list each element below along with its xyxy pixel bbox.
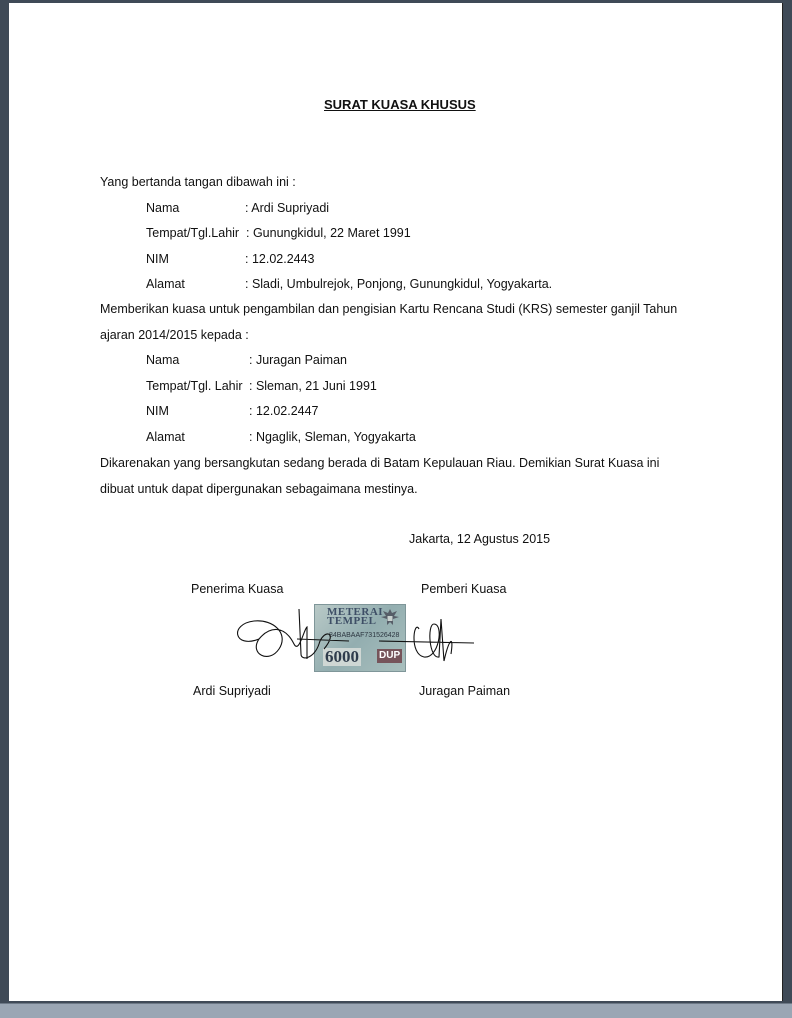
grantor-nama-label: Nama	[146, 201, 180, 215]
giver-label: Pemberi Kuasa	[421, 582, 507, 596]
grantee-nama-label: Nama	[146, 353, 180, 367]
stamp-title: METERAI	[327, 606, 384, 618]
grantee-ttl-label: Tempat/Tgl. Lahir	[146, 379, 243, 393]
document-page	[9, 3, 783, 1001]
grantee-ttl-value: : Sleman, 21 Juni 1991	[249, 379, 377, 393]
grantor-ttl-label: Tempat/Tgl.Lahir	[146, 226, 240, 240]
receiver-name: Ardi Supriyadi	[193, 684, 271, 698]
document-title: SURAT KUASA KHUSUS	[324, 97, 476, 112]
receiver-label: Penerima Kuasa	[191, 582, 284, 596]
handwritten-signatures	[229, 599, 489, 679]
giver-name: Juragan Paiman	[419, 684, 511, 698]
grantee-nim-value: : 12.02.2447	[249, 404, 319, 418]
window-bottom-bar	[0, 1003, 792, 1018]
grantor-nim-label: NIM	[146, 252, 169, 266]
signature-right	[379, 619, 474, 661]
reason-line-1: Dikarenakan yang bersangkutan sedang berada di Batam Kepulauan Riau. Demikian Surat Kuasa ini	[100, 456, 660, 470]
grantee-alamat-label: Alamat	[146, 430, 185, 444]
purpose-line-1: Memberikan kuasa untuk pengambilan dan pengisian Kartu Rencana Studi (KRS) semester ganjil Tahun	[100, 302, 678, 316]
grantor-ttl-value: : Gunungkidul, 22 Maret 1991	[246, 226, 411, 240]
grantor-nama-value: : Ardi Supriyadi	[245, 201, 330, 215]
stamp-dup: DUP	[379, 650, 401, 661]
stamp-subtitle: TEMPEL	[327, 615, 377, 627]
grantee-alamat-value: : Ngaglik, Sleman, Yogyakarta	[249, 430, 416, 444]
intro-text: Yang bertanda tangan dibawah ini :	[100, 175, 296, 189]
reason-line-2: dibuat untuk dapat dipergunakan sebagaimana mestinya.	[100, 482, 418, 496]
grantor-nim-value: : 12.02.2443	[245, 252, 315, 266]
grantee-nim-label: NIM	[146, 404, 169, 418]
grantor-alamat-label: Alamat	[146, 277, 185, 291]
signatures	[229, 599, 489, 679]
grantor-alamat-value: : Sladi, Umbulrejok, Ponjong, Gunungkidul, Yogyakarta.	[245, 277, 553, 291]
grantee-nama-value: : Juragan Paiman	[249, 353, 347, 367]
signature-left	[238, 609, 349, 659]
place-date: Jakarta, 12 Agustus 2015	[409, 532, 551, 546]
purpose-line-2: ajaran 2014/2015 kepada :	[100, 328, 249, 342]
stamp-code: 84BABAAF731526428	[329, 632, 400, 639]
stamp-value: 6000	[325, 647, 359, 666]
